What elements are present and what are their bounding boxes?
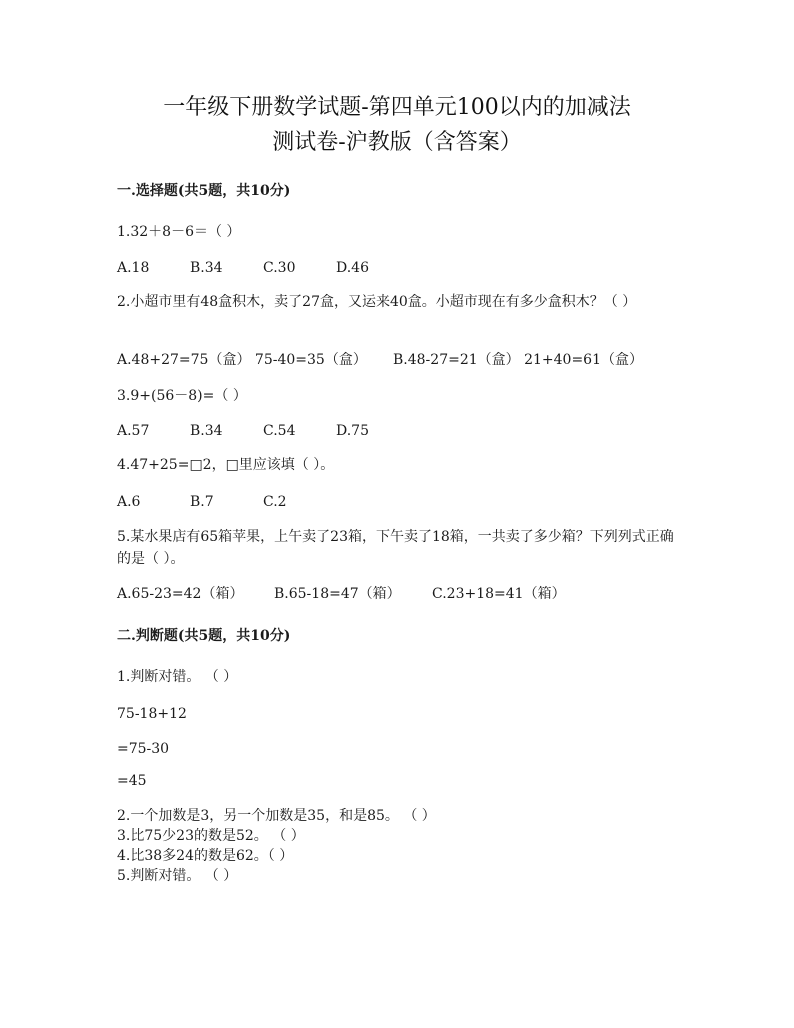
- question-3-text: 3.9+(56－8)=（ ）: [117, 388, 247, 404]
- option-b: B.34: [190, 260, 223, 276]
- option-a: A.57: [117, 423, 150, 439]
- option-b: B.7: [190, 494, 214, 510]
- page-title-line-1: 一年级下册数学试题-第四单元100以内的加减法: [163, 95, 631, 120]
- option-b: B.48-27=21（盒） 21+40=61（盒）: [393, 352, 643, 368]
- judgement-4-text: 4.比38多24的数是62。（ ）: [117, 848, 294, 864]
- judgement-5-text: 5.判断对错。 （ ）: [117, 868, 238, 884]
- option-a: A.6: [117, 494, 141, 510]
- judgement-1-step-1: 75-18+12: [117, 706, 187, 722]
- option-a: A.65-23=42（箱）: [117, 586, 244, 602]
- option-c: C.2: [263, 494, 287, 510]
- option-d: D.46: [336, 260, 369, 276]
- option-c: C.30: [263, 260, 296, 276]
- option-b: B.65-18=47（箱）: [274, 586, 401, 602]
- judgement-3-text: 3.比75少23的数是52。 （ ）: [117, 828, 305, 844]
- section-heading-choice: 一.选择题(共5题，共10分): [117, 183, 291, 199]
- judgement-1-text: 1.判断对错。 （ ）: [117, 669, 238, 685]
- judgement-1-step-2: =75-30: [117, 741, 170, 757]
- option-c: C.54: [263, 423, 296, 439]
- question-1-text: 1.32＋8－6＝（ ）: [117, 224, 241, 240]
- option-a: A.18: [117, 260, 150, 276]
- question-2-text: 2.小超市里有48盒积木，卖了27盒，又运来40盒。小超市现在有多少盒积木？（ ）: [117, 294, 637, 310]
- judgement-1-step-3: =45: [117, 773, 147, 789]
- judgement-2-text: 2.一个加数是3，另一个加数是35，和是85。 （ ）: [117, 808, 436, 824]
- option-a: A.48+27=75（盒） 75-40=35（盒）: [117, 352, 367, 368]
- page-title-line-2: 测试卷-沪教版（含答案）: [272, 130, 522, 155]
- question-5-text: 5.某水果店有65箱苹果，上午卖了23箱，下午卖了18箱，一共卖了多少箱？下列列式正确的是（ ）。: [117, 529, 674, 567]
- option-b: B.34: [190, 423, 223, 439]
- option-d: D.75: [336, 423, 369, 439]
- section-heading-judgement: 二.判断题(共5题，共10分): [117, 628, 291, 644]
- option-c: C.23+18=41（箱）: [432, 586, 566, 602]
- question-4-text: 4.47+25=□2，□里应该填（ ）。: [117, 457, 335, 473]
